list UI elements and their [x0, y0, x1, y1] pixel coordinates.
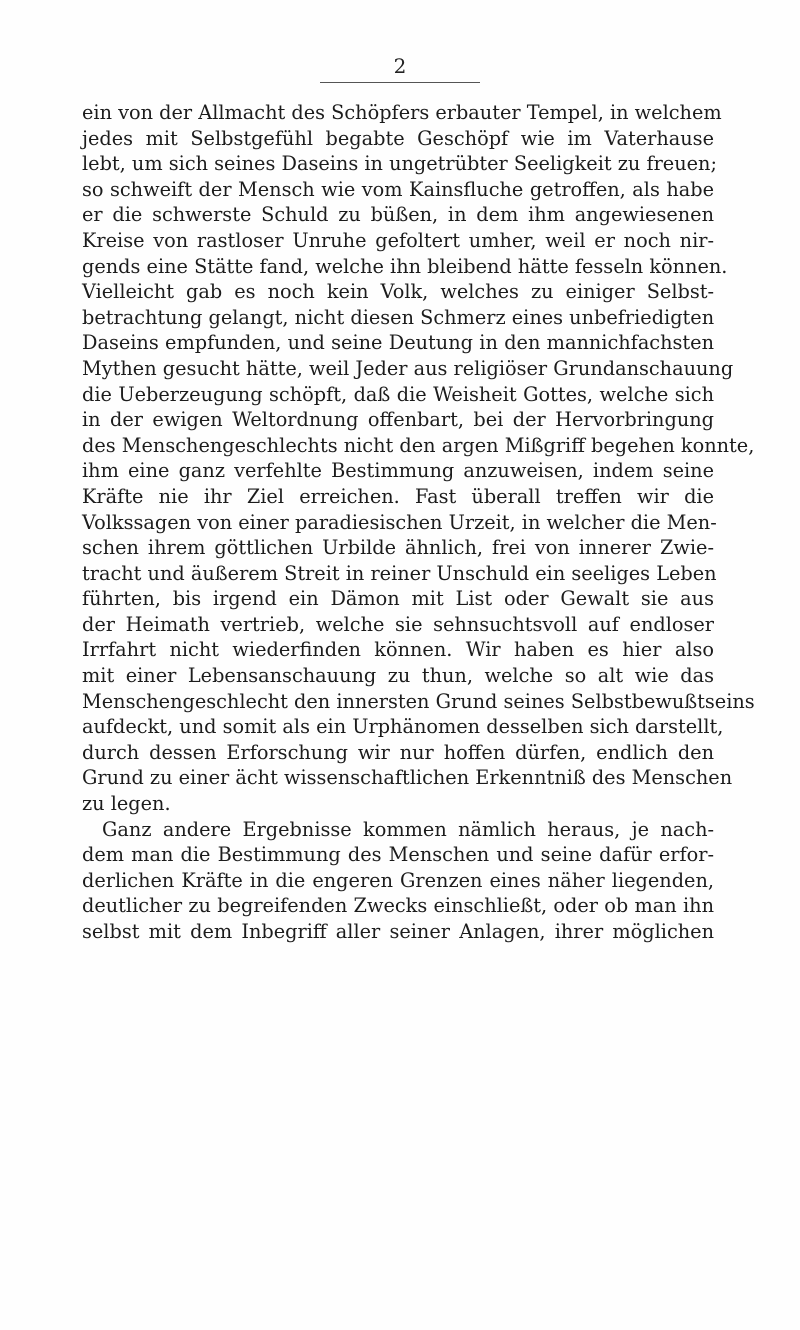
text-line: lebt, um sich seines Daseins in ungetrübter Seeligkeit zu freuen; — [82, 152, 717, 176]
text-line: er die schwerste Schuld zu büßen, in dem ihm angewiesenen — [82, 203, 714, 227]
text-line: schen ihrem göttlichen Urbilde ähnlich, frei von innerer Zwie- — [82, 536, 714, 560]
text-line: deutlicher zu begreifenden Zwecks einschließt, oder ob man ihn — [82, 894, 714, 918]
text-line: Ganz andere Ergebnisse kommen nämlich heraus, je nach- — [102, 817, 714, 841]
text-line: des Menschengeschlechts nicht den argen Mißgriff begehen konnte, — [82, 433, 755, 457]
text-line: Grund zu einer ächt wissenschaftlichen Erkenntniß des Menschen — [82, 766, 733, 790]
text-line: die Ueberzeugung schöpft, daß die Weisheit Gottes, welche sich — [82, 382, 714, 406]
text-line: Menschengeschlecht den innersten Grund seines Selbstbewußtseins — [82, 689, 755, 713]
text-line: der Heimath vertrieb, welche sie sehnsuchtsvoll auf endloser — [82, 612, 714, 636]
text-line: aufdeckt, und somit als ein Urphänomen desselben sich darstellt, — [82, 715, 724, 739]
text-line: ein von der Allmacht des Schöpfers erbauter Tempel, in welchem — [82, 101, 722, 124]
text-line: jedes mit Selbstgefühl begabte Geschöpf wie im Vaterhause — [82, 126, 714, 150]
text-line: ihm eine ganz verfehlte Bestimmung anzuweisen, indem seine — [82, 459, 714, 483]
text-line: Vielleicht gab es noch kein Volk, welches zu einiger Selbst- — [82, 280, 714, 304]
text-line: führten, bis irgend ein Dämon mit List oder Gewalt sie aus — [82, 587, 714, 611]
text-line: gends eine Stätte fand, welche ihn bleibend hätte fesseln können. — [82, 254, 728, 278]
text-line: Irrfahrt nicht wiederfinden können. Wir haben es hier also — [82, 638, 714, 662]
text-line: Volkssagen von einer paradiesischen Urzeit, in welcher die Men- — [82, 510, 717, 534]
text-line: betrachtung gelangt, nicht diesen Schmerz eines unbefriedigten — [82, 305, 715, 329]
text-line: durch dessen Erforschung wir nur hoffen dürfen, endlich den — [82, 740, 714, 764]
text-line: derlichen Kräfte in die engeren Grenzen eines näher liegenden, — [82, 868, 714, 892]
header-rule — [320, 82, 480, 83]
body-text — [82, 100, 755, 945]
text-line: so schweift der Mensch wie vom Kainsfluche getroffen, als habe — [82, 177, 714, 201]
text-line: Daseins empfunden, und seine Deutung in den mannichfachsten — [82, 331, 714, 355]
text-line: Mythen gesucht hätte, weil Jeder aus religiöser Grundanschauung — [82, 356, 734, 380]
page-number: 2 — [393, 54, 407, 78]
text-line: tracht und äußerem Streit in reiner Unschuld ein seeliges Leben — [82, 561, 717, 585]
text-line: Kreise von rastloser Unruhe gefoltert umher, weil er noch nir- — [82, 228, 714, 252]
text-line: dem man die Bestimmung des Menschen und seine dafür erfor- — [82, 843, 714, 867]
text-line: in der ewigen Weltordnung offenbart, bei der Hervorbringung — [82, 408, 714, 432]
text-line: Kräfte nie ihr Ziel erreichen. Fast überall treffen wir die — [82, 484, 714, 508]
text-line: mit einer Lebensanschauung zu thun, welche so alt wie das — [82, 664, 714, 688]
text-line: zu legen. — [82, 792, 171, 816]
text-line: selbst mit dem Inbegriff aller seiner Anlagen, ihrer möglichen — [82, 920, 714, 943]
